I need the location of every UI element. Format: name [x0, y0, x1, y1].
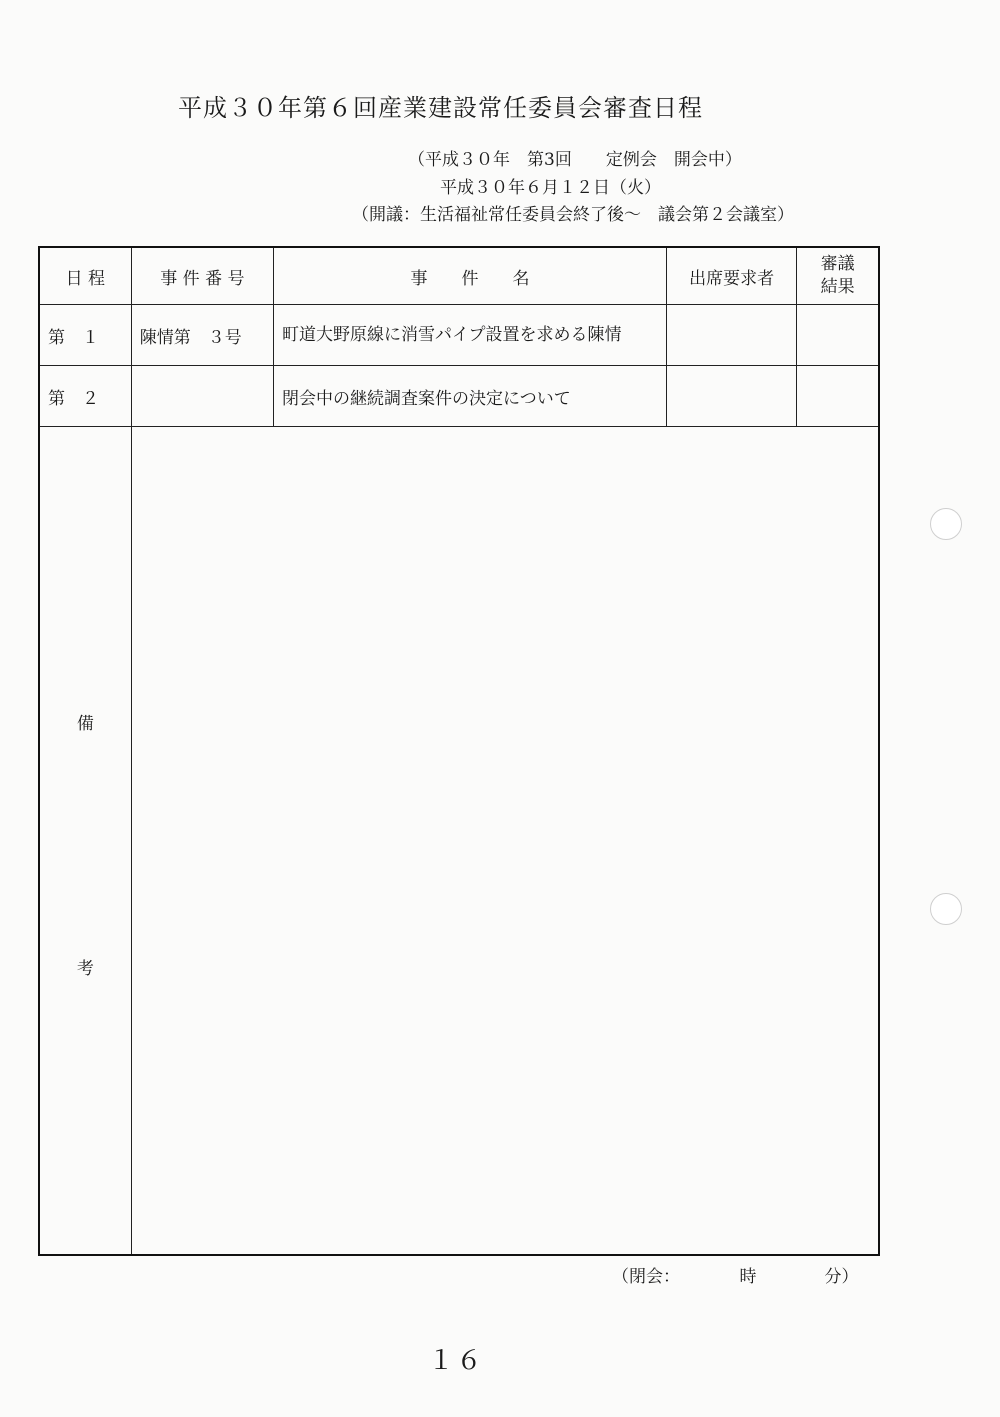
row-case-number: 陳情第 ３号 — [131, 305, 273, 366]
header-case-name: 事 件 名 — [274, 247, 667, 305]
row-schedule: 第 ２ — [39, 366, 131, 427]
row-attendance — [666, 305, 796, 366]
table-row — [39, 305, 879, 366]
row-attendance — [666, 366, 796, 427]
table-header-row — [39, 247, 879, 305]
page-number: １６ — [428, 1346, 485, 1376]
row-result — [797, 305, 879, 366]
binder-hole-icon — [930, 893, 962, 925]
closing-time: （閉会： 時 分） — [612, 1267, 859, 1287]
header-result: 審議 結果 — [797, 247, 879, 305]
header-case-number: 事 件 番 号 — [131, 247, 273, 305]
remarks-label-bottom: 考 — [76, 959, 94, 979]
header-schedule: 日 程 — [39, 247, 131, 305]
session-info: （平成３０年 第3回 定例会 開会中） — [408, 150, 742, 170]
binder-hole-icon — [930, 508, 962, 540]
header-attendance: 出席要求者 — [666, 247, 796, 305]
page-title: 平成３０年第６回産業建設常任委員会審査日程 — [178, 94, 703, 122]
meeting-place: （開議：生活福祉常任委員会終了後～ 議会第２会議室） — [352, 205, 794, 225]
row-case-name: 閉会中の継続調査案件の決定について — [274, 366, 667, 427]
row-case-number — [131, 366, 273, 427]
schedule-table — [38, 246, 880, 1256]
remarks-area — [131, 427, 879, 1256]
row-case-name: 町道大野原線に消雪パイプ設置を求める陳情 — [274, 305, 667, 366]
remarks-row — [39, 427, 879, 1256]
meeting-date: 平成３０年６月１２日（火） — [440, 178, 661, 198]
row-schedule: 第 １ — [39, 305, 131, 366]
remarks-label-cell — [39, 427, 131, 1256]
remarks-label-top: 備 — [76, 714, 94, 734]
table-row — [39, 366, 879, 427]
row-result — [797, 366, 879, 427]
